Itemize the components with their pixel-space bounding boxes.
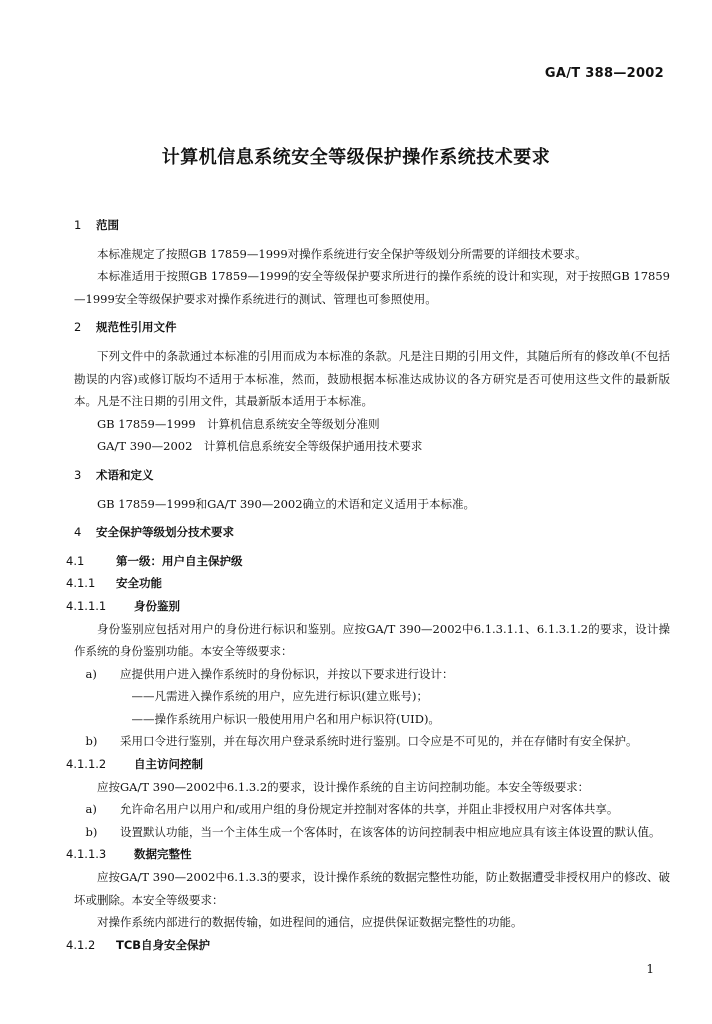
- section-number: 4.1.1.1: [66, 598, 107, 613]
- list-item: [74, 663, 670, 686]
- section-title: 术语和定义: [96, 467, 154, 482]
- paragraph: 身份鉴别应包括对用户的身份进行标识和鉴别。应按GA/T 390—2002中6.1.3.1.1、6.1.3.1.2的要求，设计操作系统的身份鉴别功能。本安全等级要求：: [74, 621, 670, 659]
- section-number: 4.1.1: [66, 576, 96, 591]
- list-label: b): [85, 734, 98, 749]
- list-text: 允许命名用户以用户和/或用户组的身份规定并控制对客体的共享，并阻止非授权用户对客体共享。: [120, 802, 619, 817]
- section-title: 安全功能: [116, 576, 162, 591]
- subsection-4-1-1-heading: [66, 572, 670, 595]
- section-title: TCB自身安全保护: [116, 937, 211, 952]
- section-number: 4: [74, 525, 82, 540]
- list-text: 应提供用户进入操作系统时的身份标识，并按以下要求进行设计：: [120, 666, 454, 681]
- sub-list-item: ——操作系统用户标识一般使用用户名和用户标识符(UID)。: [131, 711, 440, 726]
- section-number: 4.1: [66, 553, 85, 568]
- standard-number: GA/T 388—2002: [544, 66, 664, 81]
- section-number: 4.1.1.2: [66, 757, 107, 772]
- list-text: 采用口令进行鉴别，并在每次用户登录系统时进行鉴别。口令应是不可见的，并在存储时有安全保护。: [120, 734, 638, 749]
- list-item: [74, 798, 670, 821]
- list-text: 设置默认功能，当一个主体生成一个客体时，在该客体的访问控制表中相应地应具有该主体设置的默认值。: [120, 824, 661, 839]
- list-item: [74, 821, 670, 844]
- section-title: 第一级：用户自主保护级: [116, 553, 243, 568]
- paragraph: 本标准适用于按照GB 17859—1999的安全等级保护要求所进行的操作系统的设计和实现，对于按照GB 17859—1999安全等级保护要求对操作系统进行的测试、管理也可参照使用。: [74, 269, 670, 306]
- paragraph: 应按GA/T 390—2002中6.1.3.3的要求，设计操作系统的数据完整性功能，防止数据遭受非授权用户的修改、破坏或删除。本安全等级要求：: [74, 870, 670, 907]
- document-body: [66, 214, 670, 956]
- subsection-4-1-1-3-heading: [66, 843, 670, 866]
- section-title: 范围: [96, 218, 120, 232]
- subsection-4-1-1-2-heading: [66, 753, 670, 776]
- section-2-heading: [74, 316, 670, 339]
- page-number: 1: [646, 962, 654, 976]
- reference-item: GA/T 390—2002 计算机信息系统安全等级保护通用技术要求: [97, 439, 423, 454]
- section-title: 安全保护等级划分技术要求: [96, 525, 235, 540]
- document-title: 计算机信息系统安全等级保护操作系统技术要求: [161, 147, 551, 168]
- paragraph: 应按GA/T 390—2002中6.1.3.2的要求，设计操作系统的自主访问控制功能。本安全等级要求：: [97, 779, 590, 794]
- section-title: 身份鉴别: [134, 598, 180, 613]
- paragraph: 对操作系统内部进行的数据传输，如进程间的通信，应提供保证数据完整性的功能。: [97, 915, 523, 930]
- sub-list-item: ——凡需进入操作系统的用户，应先进行标识(建立账号)；: [131, 689, 428, 704]
- section-number: 2: [74, 320, 82, 335]
- section-number: 1: [74, 218, 82, 232]
- list-item: [74, 730, 670, 753]
- reference-item: GB 17859—1999 计算机信息系统安全等级划分准则: [97, 416, 380, 431]
- paragraph: 下列文件中的条款通过本标准的引用而成为本标准的条款。凡是注日期的引用文件，其随后所有的修改单(不包括勘误的内容)或修订版均不适用于本标准，然而，鼓励根据本标准达成协议的各方研究是否可使用这些文件的最新版本。凡是不注日期的引用文件，其最新版本适用于本标准。: [74, 348, 670, 409]
- section-number: 4.1.2: [66, 937, 96, 952]
- section-title: 规范性引用文件: [96, 320, 177, 335]
- section-number: 4.1.1.3: [66, 847, 107, 862]
- paragraph: 本标准规定了按照GB 17859—1999对操作系统进行安全保护等级划分所需要的详细技术要求。: [97, 246, 587, 261]
- section-1-heading: [74, 214, 670, 237]
- subsection-4-1-2-heading: [66, 934, 670, 957]
- section-number: 3: [74, 467, 82, 482]
- list-label: a): [85, 666, 97, 681]
- subsection-4-1-heading: [66, 550, 670, 573]
- section-title: 数据完整性: [134, 847, 192, 862]
- section-4-heading: [74, 521, 670, 544]
- paragraph: GB 17859—1999和GA/T 390—2002确立的术语和定义适用于本标准。: [97, 496, 476, 511]
- list-label: b): [85, 824, 98, 839]
- section-3-heading: [74, 464, 670, 487]
- list-label: a): [85, 802, 97, 817]
- section-title: 自主访问控制: [134, 757, 203, 772]
- subsection-4-1-1-1-heading: [66, 595, 670, 618]
